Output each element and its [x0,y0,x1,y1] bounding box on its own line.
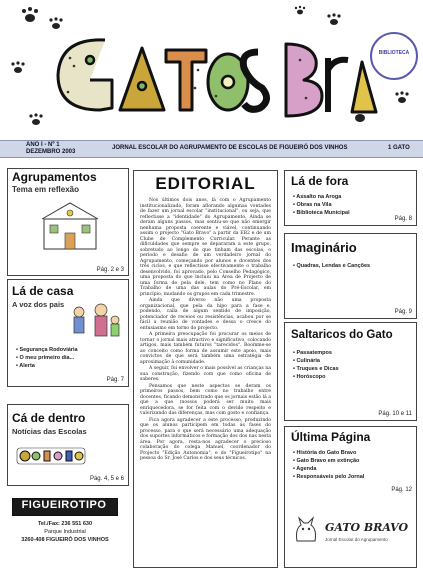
list-item[interactable]: • Gato Bravo em extinção [293,458,360,464]
list-item[interactable]: • O meu primeiro dia... [16,355,75,361]
agrupamentos-title: Agrupamentos [12,170,97,184]
school-drawing [40,197,100,257]
editorial-column [133,170,278,568]
la-de-fora-page-ref: Pág. 8 [394,216,412,222]
list-item[interactable]: • Alerta [16,363,35,369]
agrupamentos-subtitle: Tema em reflexão [12,185,79,194]
library-stamp [370,32,418,80]
list-item[interactable]: • História do Gato Bravo [293,450,357,456]
masthead-artwork [0,0,423,140]
list-item[interactable]: • Obras na Vila [293,202,332,208]
la-de-fora-title: Lá de fora [291,174,349,188]
saltaricos-title: Saltaricos do Gato [291,329,393,341]
issue-date: DEZEMBRO 2003 [26,149,76,155]
list-item[interactable]: • Agenda [293,466,317,472]
editorial-paragraph: Pensamos que neste aspectos se deram os primeiros passos, bem como no trabalho entre docentes, ficando demonstrado que os jornais estão lá a que a que (nossos poderá ser muito mais enriquecedora, se for feita com o devido respeito e valorizando das diferenças, mas com gosto e confiança. [140,383,271,416]
imaginario-box[interactable] [284,233,417,319]
ultima-pagina-page-ref: Pág. 12 [391,487,412,493]
stamp-label: BIBLIOTECA [378,50,410,56]
imaginario-items [293,262,370,270]
ad-city: 3260-408 FIGUEIRÓ DOS VINHOS [21,537,109,543]
la-de-fora-box[interactable] [284,170,417,226]
ultima-logo: GATO BRAVO [325,521,409,534]
ca-de-dentro-subtitle: Notícias das Escolas [12,427,87,436]
la-de-casa-subtitle: A voz dos pais [12,300,65,309]
imaginario-title: Imaginário [291,240,357,255]
list-item[interactable]: • Horóscopo [293,374,326,380]
editorial-paragraph: Ainda que diverso não uma proposta organizacional, que pela da hipo para a fase e, podendo, caíla de algum sentido de imposição, potenciador de receios ou resistências, acabou por se fácil a reunião de vontades e dessa o cresce do entusiasmo em torno do projecto. [140,298,271,331]
newspaper-subtitle: JORNAL ESCOLAR DO AGRUPAMENTO DE ESCOLAS DE FIGUEIRÓ DOS VINHOS [112,145,348,151]
agrupamentos-page-ref: Pág. 2 e 3 [96,267,124,273]
family-drawing [63,302,123,342]
agrupamentos-box[interactable] [7,168,129,276]
ca-de-dentro-title: Cá de dentro [12,411,86,425]
ca-de-dentro-page-ref: Pág. 4, 5 e 6 [89,476,124,482]
saltaricos-page-ref: Pág. 10 e 11 [378,411,412,417]
ultima-pagina-items [293,449,364,481]
ad-name: FIGUEIROTIPO [21,499,107,511]
editorial-paragraph: A primeira preocupação foi procurar os meios de tornar o jornal mais atractivo e significativo, colocando artigos, mais também futuros "tarecidos". Roomme-se ao conceito como forma de assumir este apoio, mais convictos de que será também uma estratégia de aproximação à comunidade. [140,332,271,365]
editorial-body [140,198,271,463]
price-label: 1 GATO [388,145,410,151]
ultima-pagina-title: Última Página [291,430,371,444]
imaginario-page-ref: Pág. 9 [394,309,412,315]
la-de-casa-title: Lá de casa [12,284,74,298]
list-item[interactable]: • Assalto na Aroga [293,194,342,200]
cat-drawing [293,515,319,545]
ad-address: Parque Industrial [44,529,86,535]
list-item[interactable]: • Responsáveis pelo Jornal [293,474,365,480]
ca-de-dentro-box[interactable] [7,404,129,486]
mini-logo-drawing [16,445,86,467]
la-de-casa-page-ref: Pág. 7 [106,377,124,383]
editorial-paragraph: Nos últimos dois anos, lá com o Agrupamento institucionalizado, foram aflorando algumas vontades de fazer um jornal escolar "institucional", ou seja, que reflectisse a "identidade" do Agrupamento. Ainda se deram alguns passos, mas sentiu-se que não emergir nenhuma proposta coerente e viável, continuando assim o projecto "Gato Bravo" a partir da EB2 e de um Clube de Complemento Curricular. Perante as dificuldades que sempre se depararam a este grupo, sobretudo ao longo do que tinham das escolas, o período e desafio de um verdadeiro jornal do Agrupamento, começando por alunos e docentes dos três ciclos, e que reflectisse efectivamente o trabalho desenvolvido, foi aprovado, pelo Conselho Pedagógico, uma proposta do que incluiu na Área de Projecto de uma forma de pela dele, tem como no Plano do Trabalho de uma das aulas do Pré-Escolar, em princípio, mudando os grupos em cada trimestre. [140,198,271,297]
list-item[interactable]: • Passatempos [293,350,332,356]
issue-info [26,142,75,156]
list-item[interactable]: • Truques e Dicas [293,366,339,372]
ultima-pagina-box[interactable] [284,426,417,568]
saltaricos-items [293,349,339,381]
list-item[interactable]: • Segurança Rodoviária [16,347,78,353]
la-de-casa-items [16,346,78,370]
list-item[interactable]: • Biblioteca Municipal [293,210,350,216]
issue-band [0,140,423,158]
ultima-logo-sub: Jornal Escolar do Agrupamento [325,537,388,542]
list-item[interactable]: • Culinária [293,358,320,364]
issue-number: ANO I - Nº 1 [26,142,60,148]
editorial-paragraph: A seguir, foi envolver o mais possível as crianças na sua construção, fizendo com que como ofícina de saberes. [140,366,271,382]
saltaricos-box[interactable] [284,322,417,421]
la-de-casa-box[interactable] [7,279,129,387]
editorial-title: EDITORIAL [155,174,256,193]
printer-ad[interactable] [10,492,120,564]
masthead [0,0,423,140]
list-item[interactable]: • Quadras, Lendas e Canções [293,263,371,269]
ad-phone: Tel./Fax: 236 551 630 [37,521,93,527]
editorial-paragraph: Fica agora agradecer a este processo, produzindo que os alunos participem em todas as fases do processo, para o que será necessário uma adequação dos suportes informáticos e formação dos dos nas nesta área. Por agora, resta-nos agradecer o precioso colaboração do colega Manuel, coordenador do Projecto "Edição Autonomia", e do "Figueirotipo" na pessoa do Sr. José Carlos e dos seus técnicos. [140,417,271,461]
la-de-fora-items [293,193,350,217]
